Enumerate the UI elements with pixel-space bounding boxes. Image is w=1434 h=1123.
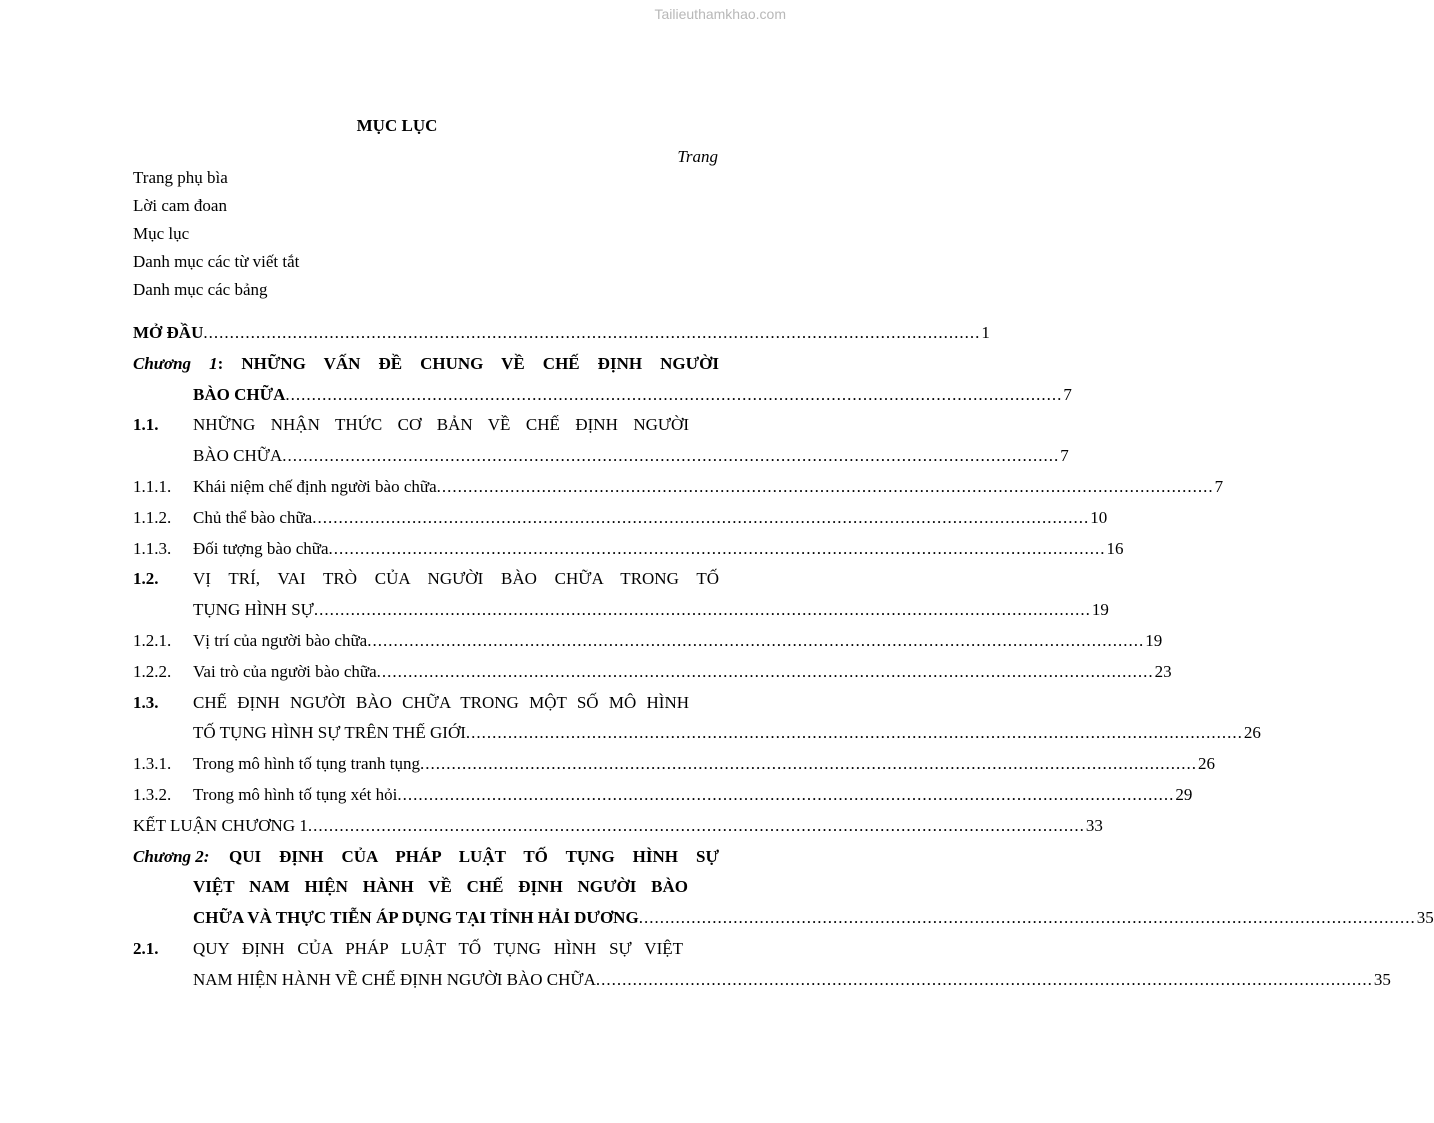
section-number: 1.2.2. [133,661,172,681]
toc-entry-1-2-2[interactable] [133,657,1172,688]
toc-page-number: 19 [1091,600,1109,620]
toc-entry-2-1[interactable] [133,934,719,965]
toc-entry-label: VIỆT NAM HIỆN HÀNH VỀ CHẾ ĐỊNH NGƯỜI BÀO [193,877,688,897]
toc-entry-1-3-cont[interactable] [133,718,1261,749]
page-title: MỤC LỤC [356,116,438,135]
page-column-label: Trang [677,147,718,166]
toc-page-number: 7 [1060,446,1069,466]
toc-entry-label: BÀO CHỮA [193,446,283,466]
toc-page-number: 35 [1373,969,1391,989]
front-matter-item: Danh mục các từ viết tắt [133,252,300,271]
toc-entry-label: NAM HIỆN HÀNH VỀ CHẾ ĐỊNH NGƯỜI BÀO CHỮA [193,969,596,989]
toc-entry-label: Chủ thể bào chữa [193,507,313,527]
toc-entry-1-1-2[interactable] [133,503,1108,534]
toc-entry-label: Đối tượng bào chữa [193,538,329,558]
toc-entry-1-2[interactable] [133,564,719,595]
section-number: 1.3.1. [133,754,172,774]
toc-entry-label: Vị trí của người bào chữa [193,630,368,650]
front-matter-item: Lời cam đoan [133,196,227,215]
watermark: Tailieuthamkhao.com [654,6,786,22]
toc-page-number: 29 [1175,784,1193,804]
chapter-prefix: Chương 2: [133,846,210,866]
toc-page-number: 7 [1214,476,1224,496]
leader-dots: .................................................................................................................................................... [465,723,1243,743]
leader-dots: .................................................................................................................................................... [285,384,1063,404]
toc-entry-label: MỞ ĐẦU [133,323,204,342]
toc-entry-label: : NHỮNG VẤN ĐỀ CHUNG VỀ CHẾ ĐỊNH NGƯỜI [217,353,719,373]
section-number: 1.1.2. [133,507,172,527]
toc-page-number: 23 [1154,661,1172,681]
toc-page-number: 33 [1085,815,1103,835]
toc-entry-label: QUI ĐỊNH CỦA PHÁP LUẬT TỐ TỤNG HÌNH SỰ [229,846,719,866]
toc-entry-1-3-2[interactable] [133,780,1193,811]
toc-entry-chapter-2[interactable] [133,842,719,873]
toc-entry-chapter-2-cont2[interactable] [133,903,1434,934]
toc-entry-label: CHỮA VÀ THỰC TIỄN ÁP DỤNG TẠI TỈNH HẢI DƯƠNG [193,908,639,928]
toc-entry-label: KẾT LUẬN CHƯƠNG 1 [133,815,308,835]
chapter-prefix: Chương 1 [133,353,218,373]
leader-dots: .................................................................................................................................................... [307,815,1085,835]
toc-page-number: 16 [1106,538,1124,558]
toc-page-number: 19 [1145,630,1163,650]
leader-dots: .................................................................................................................................................... [595,969,1373,989]
toc-entry-label: Khái niệm chế định người bào chữa [193,476,437,496]
toc-page-number: 35 [1416,908,1434,928]
section-number: 1.3.2. [133,784,172,804]
toc-entry-ket-luan-1[interactable] [133,811,1103,842]
toc-entry-label: TỐ TỤNG HÌNH SỰ TRÊN THẾ GIỚI [193,723,466,743]
section-number: 2.1. [133,938,159,958]
toc-entry-2-1-cont[interactable] [133,965,1391,996]
section-number: 1.1.1. [133,476,172,496]
toc-entry-label: QUY ĐỊNH CỦA PHÁP LUẬT TỐ TỤNG HÌNH SỰ VIỆT [193,938,683,958]
toc-entry-1-2-cont[interactable] [133,595,1109,626]
leader-dots: .................................................................................................................................................... [328,538,1106,558]
section-number: 1.1. [133,415,159,435]
leader-dots: .................................................................................................................................................... [367,630,1145,650]
toc-page-number: 26 [1243,723,1261,743]
leader-dots: .................................................................................................................................................... [312,507,1090,527]
leader-dots: .................................................................................................................................................... [203,323,981,342]
toc-entry-1-1-3[interactable] [133,534,1124,565]
toc-entry-1-2-1[interactable] [133,626,1163,657]
leader-dots: .................................................................................................................................................... [282,446,1060,466]
toc-entry-label: TỤNG HÌNH SỰ [193,600,314,620]
section-number: 1.3. [133,692,159,712]
toc-entry-chapter-2-cont[interactable] [133,872,719,903]
section-number: 1.2. [133,569,159,589]
leader-dots: .................................................................................................................................................... [638,908,1416,928]
toc-page-number: 10 [1090,507,1108,527]
toc-entry-label: Trong mô hình tố tụng xét hỏi [193,784,398,804]
section-number: 1.2.1. [133,630,172,650]
toc-entry-label: VỊ TRÍ, VAI TRÒ CỦA NGƯỜI BÀO CHỮA TRONG TỐ [193,569,719,589]
toc-entry-1-1-cont[interactable] [133,441,1069,472]
toc-entry-chapter-1[interactable] [133,349,719,380]
leader-dots: .................................................................................................................................................... [420,754,1197,774]
leader-dots: .................................................................................................................................................... [436,476,1214,496]
section-number: 1.1.3. [133,538,172,558]
leader-dots: .................................................................................................................................................... [313,600,1091,620]
toc-entry-1-1-1[interactable] [133,472,1224,503]
toc-entry-1-1[interactable] [133,410,719,441]
toc-entry-label: NHỮNG NHẬN THỨC CƠ BẢN VỀ CHẾ ĐỊNH NGƯỜI [193,415,689,435]
front-matter-item: Trang phụ bìa [133,168,228,187]
table-of-contents [133,318,1434,996]
toc-entry-label: Vai trò của người bào chữa [193,661,377,681]
toc-entry-1-3[interactable] [133,688,719,719]
toc-page-number: 26 [1198,754,1215,774]
toc-page-number: 1 [981,323,990,342]
toc-entry-1-3-1[interactable] [133,749,1215,780]
front-matter-item: Danh mục các bảng [133,280,268,299]
toc-entry-mo-dau[interactable] [133,318,990,349]
front-matter-item: Mục lục [133,224,190,243]
toc-page-number: 7 [1063,384,1072,404]
toc-entry-label: BÀO CHỮA [193,384,286,404]
leader-dots: .................................................................................................................................................... [376,661,1154,681]
toc-entry-label: CHẾ ĐỊNH NGƯỜI BÀO CHỮA TRONG MỘT SỐ MÔ HÌNH [193,692,689,712]
toc-entry-label: Trong mô hình tố tụng tranh tụng [193,754,420,774]
leader-dots: .................................................................................................................................................... [397,784,1175,804]
toc-entry-chapter-1-cont[interactable] [133,380,1072,411]
